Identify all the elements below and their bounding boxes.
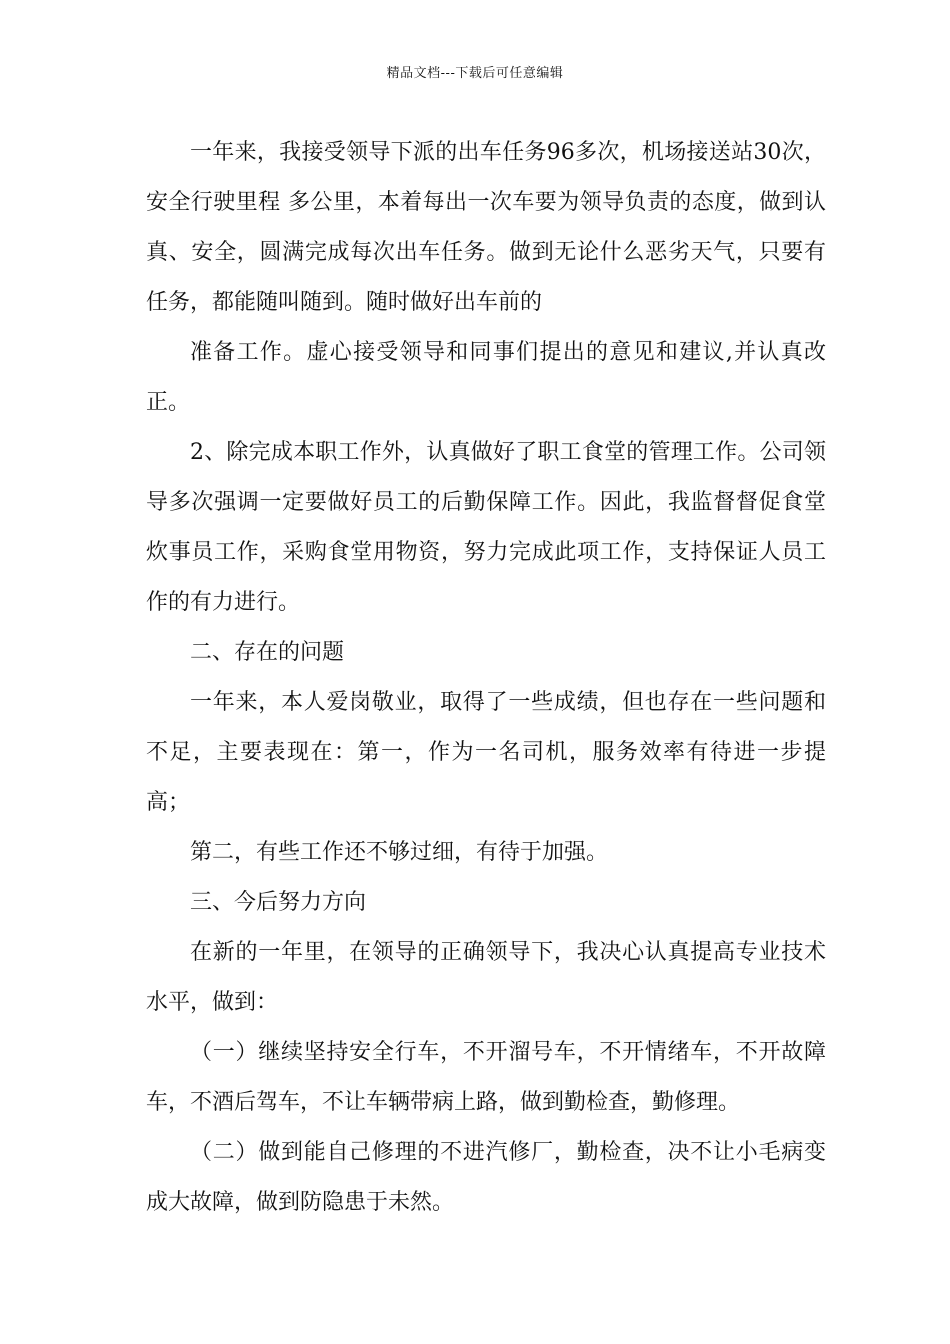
paragraph-item-one: （一）继续坚持安全行车，不开溜号车，不开情绪车，不开故障车，不酒后驾车，不让车辆带病上路，做到勤检查，勤修理。 [146, 1040, 826, 1115]
page-header: 精品文档---下载后可任意编辑 [386, 66, 564, 81]
paragraph-driving-tasks: 一年来，我接受领导下派的出车任务96多次，机场接送站30次，安全行驶里程 多公里，本着每出一次车要为领导负责的态度，做到认真、安全，圆满完成每次出车任务。做到无论什么恶劣天气，只要有任务，都能随叫随到。随时做好出车前的 [146, 140, 826, 315]
paragraph-problems: 一年来，本人爱岗敬业，取得了一些成绩，但也存在一些问题和不足，主要表现在：第一，作为一名司机，服务效率有待进一步提高； [146, 690, 826, 815]
paragraph-future-intro: 在新的一年里，在领导的正确领导下，我决心认真提高专业技术水平，做到： [146, 940, 826, 1015]
paragraph-canteen-management: 2、除完成本职工作外，认真做好了职工食堂的管理工作。公司领导多次强调一定要做好员工的后勤保障工作。因此，我监督督促食堂炊事员工作，采购食堂用物资，努力完成此项工作，支持保证人员工作的有力进行。 [146, 440, 826, 615]
paragraph-item-two: （二）做到能自己修理的不进汽修厂，勤检查，决不让小毛病变成大故障，做到防隐患于未然。 [146, 1140, 826, 1215]
section-heading-future-direction: 三、今后努力方向 [190, 890, 367, 915]
document-body [146, 128, 826, 1228]
section-heading-problems: 二、存在的问题 [190, 640, 345, 665]
paragraph-second-problem: 第二，有些工作还不够过细，有待于加强。 [190, 840, 609, 865]
paragraph-preparation: 准备工作。虚心接受领导和同事们提出的意见和建议,并认真改正。 [146, 340, 826, 415]
